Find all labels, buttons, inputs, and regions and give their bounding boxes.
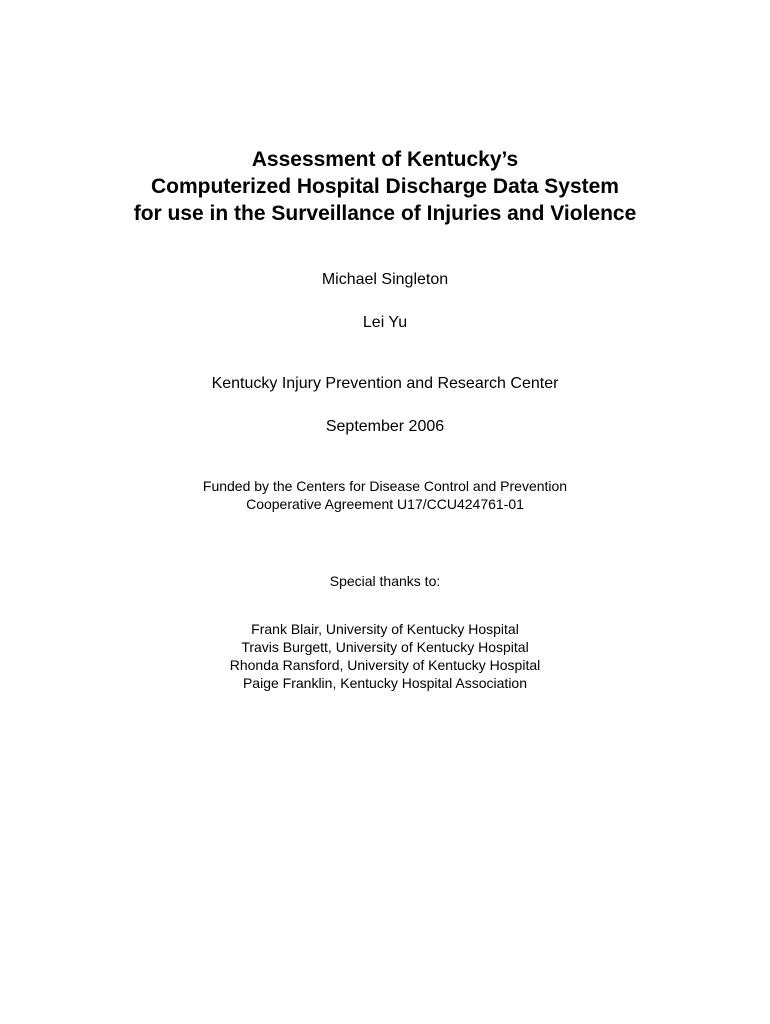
funding-line: Funded by the Centers for Disease Control and Prevention — [202, 478, 568, 494]
author-name: Lei Yu — [362, 314, 408, 331]
document-title — [0, 146, 770, 227]
acknowledgement-item: Rhonda Ransford, University of Kentucky Hospital — [229, 657, 541, 673]
acknowledgement-item: Paige Franklin, Kentucky Hospital Association — [242, 675, 528, 691]
title-line-3: for use in the Surveillance of Injuries and Violence — [133, 202, 637, 225]
organization-name: Kentucky Injury Prevention and Research Center — [211, 375, 559, 392]
author-name: Michael Singleton — [321, 271, 449, 288]
publication-date: September 2006 — [325, 418, 445, 435]
acknowledgements-heading: Special thanks to: — [329, 573, 441, 589]
title-line-1: Assessment of Kentucky’s — [251, 148, 519, 171]
acknowledgement-item: Frank Blair, University of Kentucky Hospital — [251, 621, 519, 637]
agreement-line: Cooperative Agreement U17/CCU424761-01 — [246, 496, 524, 512]
title-line-2: Computerized Hospital Discharge Data System — [151, 175, 619, 198]
funding-statement — [0, 477, 770, 513]
acknowledgement-item: Travis Burgett, University of Kentucky Hospital — [241, 639, 529, 655]
acknowledgements-list — [0, 620, 770, 692]
